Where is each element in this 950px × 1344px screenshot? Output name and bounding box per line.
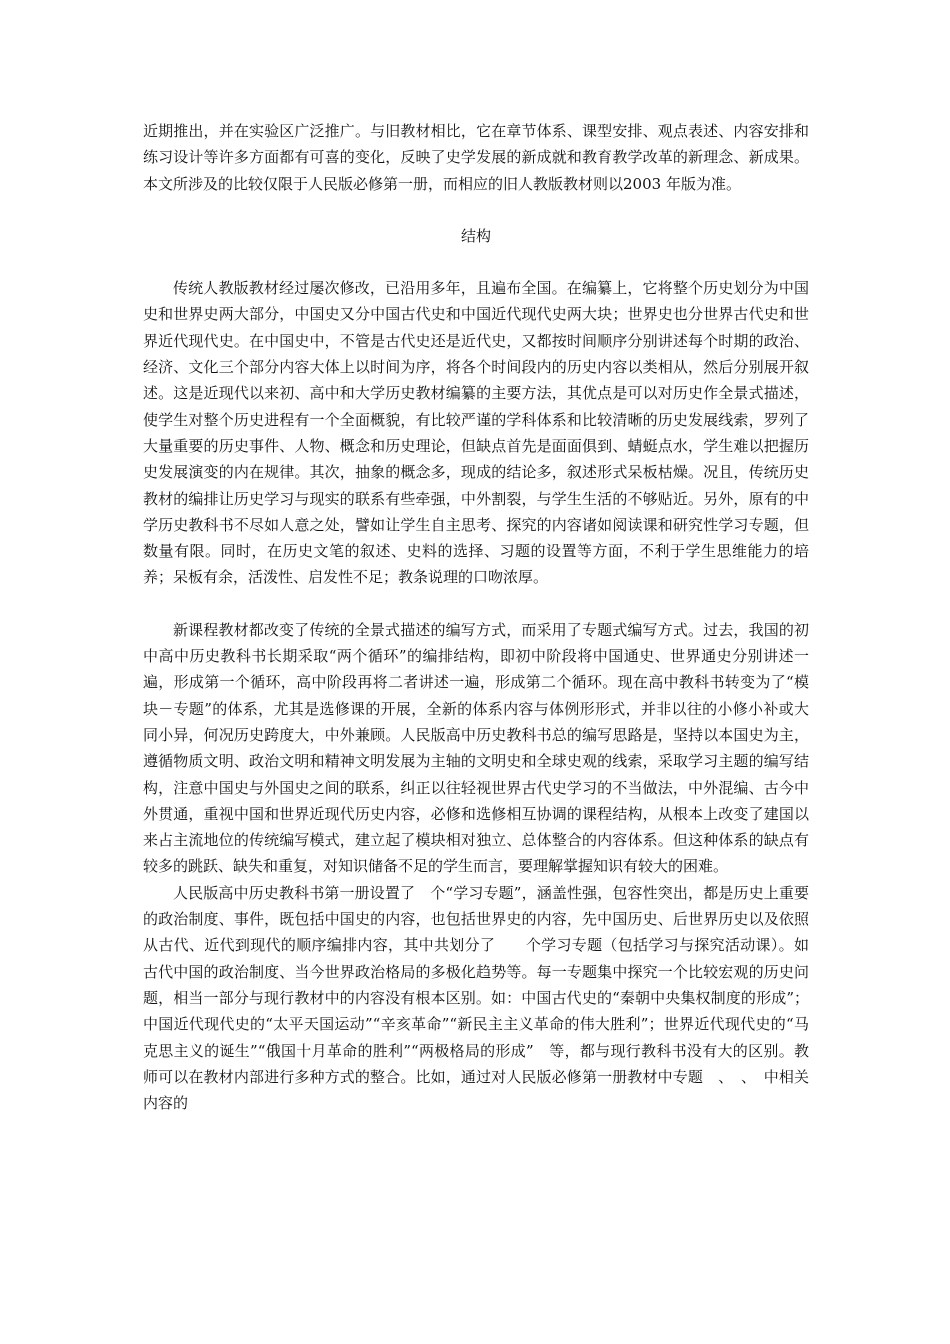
body-paragraph-1: 传统人教版教材经过屡次修改，已沿用多年，且遍布全国。在编纂上，它将整个历史划分为中国史和世界史两大部分，中国史又分中国古代史和中国近代现代史两大块；世界史也分世界古代史和世界近代现代史。在中国史中，不管是古代史还是近代史，又都按时间顺序分别讲述每个时期的政治、经济、文化三个部分内容大体上以时间为序，将各个时间段内的历史内容以类相从，然后分别展开叙述。这是近现代以来初、高中和大学历史教材编纂的主要方法，其优点是可以对历史作全景式描述，使学生对整个历史进程有一个全面概貌，有比较严谨的学科体系和比较清晰的历史发展线索，罗列了大量重要的历史事件、人物、概念和历史理论，但缺点首先是面面俱到、蜻蜓点水，学生难以把握历史发展演变的内在规律。其次，抽象的概念多，现成的结论多，叙述形式呆板枯燥。况且，传统历史教材的编排让历史学习与现实的联系有些牵强，中外割裂，与学生生活的不够贴近。另外，原有的中学历史教科书不尽如人意之处，譬如让学生自主思考、探究的内容诸如阅读课和研究性学习专题，但数量有限。同时，在历史文笔的叙述、史料的选择、习题的设置等方面，不利于学生思维能力的培养；呆板有余，活泼性、启发性不足；教条说理的口吻浓厚。 <box>143 279 809 587</box>
intro-paragraph: 近期推出，并在实验区广泛推广。与旧教材相比，它在章节体系、课型安排、观点表述、内容安排和练习设计等许多方面都有可喜的变化，反映了史学发展的新成就和教育教学改革的新理念、新成果。本文所涉及的比较仅限于人民版必修第一册，而相应的旧人教版教材则以2003 年版为准。 <box>143 122 809 193</box>
section-heading: 结构 <box>460 226 491 245</box>
document-page <box>143 118 809 1116</box>
body-paragraph-2: 新课程教材都改变了传统的全景式描述的编写方式，而采用了专题式编写方式。过去，我国的初中高中历史教科书长期采取“两个循环”的编排结构，即初中阶段将中国通史、世界通史分别讲述一遍，形成第一个循环，高中阶段再将二者讲述一遍，形成第二个循环。现在高中教科书转变为了“模块－专题”的体系，尤其是选修课的开展，全新的体系内容与体例形形式，并非以往的小修小补或大同小异，何况历史跨度大，中外兼顾。人民版高中历史教科书总的编写思路是，坚持以本国史为主，遵循物质文明、政治文明和精神文明发展为主轴的文明史和全球史观的线索，采取学习主题的编写结构，注意中国史与外国史之间的联系，纠正以往轻视世界古代史学习的不当做法，中外混编、古今中外贯通，重视中国和世界近现代历史内容，必修和选修相互协调的课程结构，从根本上改变了建国以来占主流地位的传统编写模式，建立起了模块相对独立、总体整合的内容体系。但这种体系的缺点有较多的跳跃、缺失和重复，对知识储备不足的学生而言，要理解掌握知识有较大的困难。 <box>143 620 809 876</box>
body-paragraph-3: 人民版高中历史教科书第一册设置了 个“学习专题”，涵盖性强，包容性突出，都是历史上重要的政治制度、事件，既包括中国史的内容，也包括世界史的内容，先中国历史、后世界历史以及依照从古代、近代到现代的顺序编排内容，其中共划分了 个学习专题（包括学习与探究活动课）。如古代中国的政治制度、当今世界政治格局的多极化趋势等。每一专题集中探究一个比较宏观的历史问题，相当一部分与现行教材中的内容没有根本区别。如：中国古代史的“秦朝中央集权制度的形成”；中国近代现代史的“太平天国运动”“辛亥革命”“新民主主义革命的伟大胜利”；世界近代现代史的“马克思主义的诞生”“俄国十月革命的胜利”“两极格局的形成” 等，都与现行教科书没有大的区别。教师可以在教材内部进行多种方式的整合。比如，通过对人民版必修第一册教材中专题 、 、 中相关内容的 <box>143 883 809 1113</box>
